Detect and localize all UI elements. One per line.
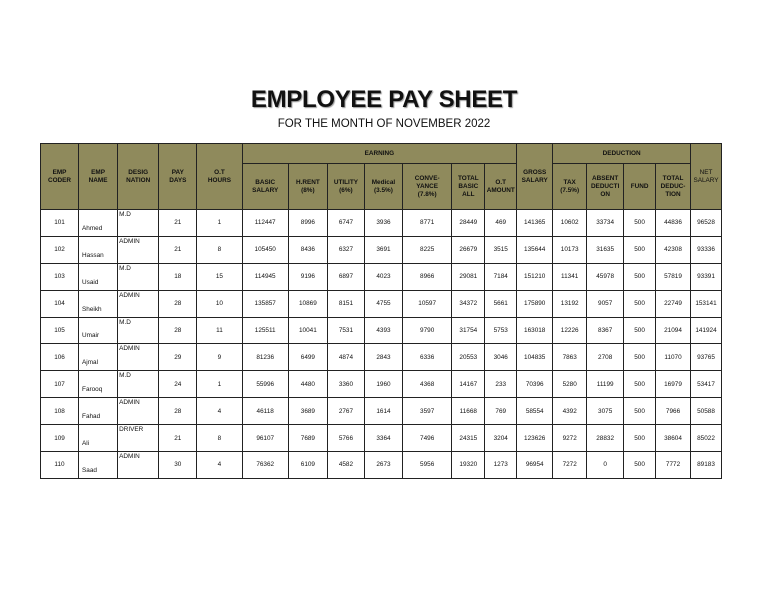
cell-conveyance: 8771: [402, 210, 451, 237]
cell-pay-days: 24: [159, 371, 197, 398]
cell-h-rent: 8996: [288, 210, 327, 237]
cell-medical: 1614: [364, 398, 402, 425]
cell-absent-deduction: 3075: [587, 398, 624, 425]
table-row: [41, 371, 722, 398]
cell-emp-name: Ahmed: [79, 210, 118, 237]
cell-total-basic-all: 31754: [452, 317, 485, 344]
cell-absent-deduction: 0: [587, 452, 624, 479]
cell-h-rent: 9196: [288, 263, 327, 290]
cell-pay-days: 28: [159, 398, 197, 425]
cell-fund: 500: [624, 317, 656, 344]
cell-medical: 4755: [364, 290, 402, 317]
cell-emp-name: Ajmal: [79, 344, 118, 371]
cell-gross-salary: 104835: [517, 344, 553, 371]
cell-absent-deduction: 8367: [587, 317, 624, 344]
cell-medical: 4393: [364, 317, 402, 344]
header-fund: FUND: [624, 164, 656, 210]
cell-net-salary: 93765: [691, 344, 722, 371]
cell-pay-days: 21: [159, 210, 197, 237]
cell-ot-amount: 769: [485, 398, 517, 425]
header-tax: TAX (7.5%): [553, 164, 587, 210]
cell-emp-name: Hassan: [79, 236, 118, 263]
cell-gross-salary: 151210: [517, 263, 553, 290]
cell-total-basic-all: 26679: [452, 236, 485, 263]
cell-h-rent: 7689: [288, 425, 327, 452]
header-conveyance: CONVE- YANCE (7.8%): [402, 164, 451, 210]
cell-basic-salary: 96107: [242, 425, 288, 452]
cell-total-basic-all: 24315: [452, 425, 485, 452]
cell-emp-code: 109: [41, 425, 79, 452]
cell-ot-amount: 3204: [485, 425, 517, 452]
table-row: [41, 425, 722, 452]
table-row: [41, 398, 722, 425]
cell-absent-deduction: 28832: [587, 425, 624, 452]
cell-basic-salary: 105450: [242, 236, 288, 263]
cell-emp-code: 107: [41, 371, 79, 398]
cell-designation: M.D: [118, 317, 159, 344]
cell-emp-code: 103: [41, 263, 79, 290]
cell-conveyance: 9790: [402, 317, 451, 344]
header-emp-name: EMP NAME: [79, 144, 118, 210]
cell-absent-deduction: 9057: [587, 290, 624, 317]
cell-fund: 500: [624, 236, 656, 263]
cell-net-salary: 53417: [691, 371, 722, 398]
cell-medical: 1960: [364, 371, 402, 398]
cell-designation: M.D: [118, 210, 159, 237]
cell-net-salary: 93336: [691, 236, 722, 263]
cell-designation: ADMIN: [118, 236, 159, 263]
cell-conveyance: 4368: [402, 371, 451, 398]
cell-designation: M.D: [118, 371, 159, 398]
cell-tax: 12226: [553, 317, 587, 344]
cell-h-rent: 6109: [288, 452, 327, 479]
cell-total-basic-all: 34372: [452, 290, 485, 317]
cell-total-deduction: 38604: [656, 425, 691, 452]
cell-total-deduction: 44836: [656, 210, 691, 237]
cell-h-rent: 4480: [288, 371, 327, 398]
cell-tax: 13192: [553, 290, 587, 317]
cell-pay-days: 21: [159, 236, 197, 263]
page-title: EMPLOYEE PAY SHEET: [250, 86, 518, 113]
cell-tax: 7272: [553, 452, 587, 479]
cell-basic-salary: 46118: [242, 398, 288, 425]
header-absent-deduction: ABSENT DEDUCTI ON: [587, 164, 624, 210]
cell-fund: 500: [624, 452, 656, 479]
cell-designation: M.D: [118, 263, 159, 290]
header-total-basic-all: TOTAL BASIC ALL: [452, 164, 485, 210]
cell-gross-salary: 175890: [517, 290, 553, 317]
cell-ot-hours: 10: [197, 290, 242, 317]
pay-sheet-table: [40, 143, 722, 479]
header-gross-salary: GROSS SALARY: [517, 144, 553, 210]
cell-utility: 8151: [327, 290, 364, 317]
cell-total-basic-all: 19320: [452, 452, 485, 479]
cell-h-rent: 10041: [288, 317, 327, 344]
cell-ot-hours: 9: [197, 344, 242, 371]
cell-tax: 10173: [553, 236, 587, 263]
cell-medical: 3936: [364, 210, 402, 237]
cell-basic-salary: 55996: [242, 371, 288, 398]
cell-designation: DRIVER: [118, 425, 159, 452]
cell-medical: 3364: [364, 425, 402, 452]
cell-emp-code: 106: [41, 344, 79, 371]
cell-designation: ADMIN: [118, 452, 159, 479]
cell-ot-amount: 5753: [485, 317, 517, 344]
table-row: [41, 210, 722, 237]
cell-fund: 500: [624, 344, 656, 371]
header-total-deduction: TOTAL DEDUC- TION: [656, 164, 691, 210]
cell-basic-salary: 114945: [242, 263, 288, 290]
table-row: [41, 290, 722, 317]
header-basic-salary: BASIC SALARY: [242, 164, 288, 210]
cell-conveyance: 10597: [402, 290, 451, 317]
header-utility: UTILITY (6%): [327, 164, 364, 210]
cell-pay-days: 21: [159, 425, 197, 452]
cell-net-salary: 96528: [691, 210, 722, 237]
table-row: [41, 317, 722, 344]
header-net-salary: NET SALARY: [691, 144, 722, 210]
cell-fund: 500: [624, 425, 656, 452]
cell-total-deduction: 22749: [656, 290, 691, 317]
cell-emp-name: Saad: [79, 452, 118, 479]
header-ot-amount: O.T AMOUNT: [485, 164, 517, 210]
cell-medical: 2673: [364, 452, 402, 479]
cell-emp-code: 104: [41, 290, 79, 317]
cell-gross-salary: 135644: [517, 236, 553, 263]
cell-total-deduction: 7772: [656, 452, 691, 479]
cell-emp-code: 102: [41, 236, 79, 263]
cell-emp-code: 110: [41, 452, 79, 479]
cell-utility: 6897: [327, 263, 364, 290]
cell-net-salary: 50588: [691, 398, 722, 425]
cell-utility: 6747: [327, 210, 364, 237]
cell-basic-salary: 135857: [242, 290, 288, 317]
cell-total-deduction: 21094: [656, 317, 691, 344]
cell-pay-days: 28: [159, 290, 197, 317]
cell-ot-amount: 469: [485, 210, 517, 237]
cell-tax: 9272: [553, 425, 587, 452]
cell-utility: 4874: [327, 344, 364, 371]
cell-emp-name: Fahad: [79, 398, 118, 425]
cell-ot-hours: 1: [197, 371, 242, 398]
cell-absent-deduction: 11199: [587, 371, 624, 398]
cell-total-basic-all: 14167: [452, 371, 485, 398]
cell-designation: ADMIN: [118, 344, 159, 371]
cell-ot-hours: 1: [197, 210, 242, 237]
cell-utility: 2767: [327, 398, 364, 425]
cell-gross-salary: 58554: [517, 398, 553, 425]
cell-conveyance: 5956: [402, 452, 451, 479]
cell-ot-hours: 4: [197, 452, 242, 479]
table-row: [41, 452, 722, 479]
cell-net-salary: 153141: [691, 290, 722, 317]
cell-designation: ADMIN: [118, 398, 159, 425]
cell-ot-hours: 8: [197, 425, 242, 452]
cell-gross-salary: 96954: [517, 452, 553, 479]
cell-utility: 6327: [327, 236, 364, 263]
cell-gross-salary: 123626: [517, 425, 553, 452]
cell-emp-name: Umair: [79, 317, 118, 344]
cell-conveyance: 6336: [402, 344, 451, 371]
cell-emp-name: Ali: [79, 425, 118, 452]
cell-ot-hours: 15: [197, 263, 242, 290]
cell-total-basic-all: 20553: [452, 344, 485, 371]
cell-designation: ADMIN: [118, 290, 159, 317]
cell-fund: 500: [624, 263, 656, 290]
cell-net-salary: 93391: [691, 263, 722, 290]
cell-medical: 3691: [364, 236, 402, 263]
cell-total-deduction: 7966: [656, 398, 691, 425]
cell-ot-hours: 8: [197, 236, 242, 263]
cell-ot-amount: 1273: [485, 452, 517, 479]
cell-absent-deduction: 33734: [587, 210, 624, 237]
cell-net-salary: 141924: [691, 317, 722, 344]
header-group-earning: EARNING: [242, 144, 517, 164]
header-h-rent: H.RENT (8%): [288, 164, 327, 210]
cell-tax: 11341: [553, 263, 587, 290]
cell-ot-hours: 4: [197, 398, 242, 425]
header-designation: DESIG NATION: [118, 144, 159, 210]
cell-absent-deduction: 31635: [587, 236, 624, 263]
table-row: [41, 236, 722, 263]
cell-net-salary: 85022: [691, 425, 722, 452]
cell-gross-salary: 163018: [517, 317, 553, 344]
cell-ot-amount: 7184: [485, 263, 517, 290]
cell-h-rent: 10869: [288, 290, 327, 317]
cell-emp-code: 101: [41, 210, 79, 237]
cell-ot-amount: 3515: [485, 236, 517, 263]
cell-absent-deduction: 45978: [587, 263, 624, 290]
header-medical: Medical (3.5%): [364, 164, 402, 210]
header-group-deduction: DEDUCTION: [553, 144, 691, 164]
cell-emp-name: Sheikh: [79, 290, 118, 317]
cell-gross-salary: 70396: [517, 371, 553, 398]
page-subtitle: FOR THE MONTH OF NOVEMBER 2022: [277, 118, 491, 130]
cell-tax: 5280: [553, 371, 587, 398]
cell-total-basic-all: 29081: [452, 263, 485, 290]
cell-fund: 500: [624, 290, 656, 317]
header-emp-code: EMP CODER: [41, 144, 79, 210]
cell-basic-salary: 112447: [242, 210, 288, 237]
cell-utility: 4582: [327, 452, 364, 479]
cell-h-rent: 3689: [288, 398, 327, 425]
cell-pay-days: 28: [159, 317, 197, 344]
cell-total-deduction: 42308: [656, 236, 691, 263]
cell-fund: 500: [624, 398, 656, 425]
cell-medical: 4023: [364, 263, 402, 290]
pay-sheet-body: [41, 210, 722, 479]
cell-basic-salary: 76362: [242, 452, 288, 479]
cell-pay-days: 29: [159, 344, 197, 371]
cell-emp-name: Farooq: [79, 371, 118, 398]
cell-ot-amount: 3046: [485, 344, 517, 371]
cell-fund: 500: [624, 210, 656, 237]
cell-tax: 7863: [553, 344, 587, 371]
cell-ot-hours: 11: [197, 317, 242, 344]
cell-gross-salary: 141365: [517, 210, 553, 237]
cell-conveyance: 8966: [402, 263, 451, 290]
cell-tax: 10602: [553, 210, 587, 237]
cell-total-deduction: 11070: [656, 344, 691, 371]
cell-tax: 4392: [553, 398, 587, 425]
cell-utility: 3360: [327, 371, 364, 398]
cell-total-deduction: 16979: [656, 371, 691, 398]
cell-absent-deduction: 2708: [587, 344, 624, 371]
table-row: [41, 263, 722, 290]
table-row: [41, 344, 722, 371]
header-pay-days: PAY DAYS: [159, 144, 197, 210]
cell-conveyance: 3597: [402, 398, 451, 425]
cell-utility: 7531: [327, 317, 364, 344]
cell-medical: 2843: [364, 344, 402, 371]
cell-net-salary: 89183: [691, 452, 722, 479]
cell-total-basic-all: 28449: [452, 210, 485, 237]
cell-total-basic-all: 11668: [452, 398, 485, 425]
header-ot-hours: O.T HOURS: [197, 144, 242, 210]
cell-h-rent: 6499: [288, 344, 327, 371]
cell-ot-amount: 233: [485, 371, 517, 398]
cell-pay-days: 18: [159, 263, 197, 290]
cell-pay-days: 30: [159, 452, 197, 479]
cell-conveyance: 8225: [402, 236, 451, 263]
cell-emp-code: 108: [41, 398, 79, 425]
cell-conveyance: 7496: [402, 425, 451, 452]
cell-total-deduction: 57819: [656, 263, 691, 290]
cell-utility: 5766: [327, 425, 364, 452]
cell-basic-salary: 125511: [242, 317, 288, 344]
cell-ot-amount: 5661: [485, 290, 517, 317]
cell-basic-salary: 81236: [242, 344, 288, 371]
cell-h-rent: 8436: [288, 236, 327, 263]
cell-emp-name: Usaid: [79, 263, 118, 290]
cell-emp-code: 105: [41, 317, 79, 344]
cell-fund: 500: [624, 371, 656, 398]
